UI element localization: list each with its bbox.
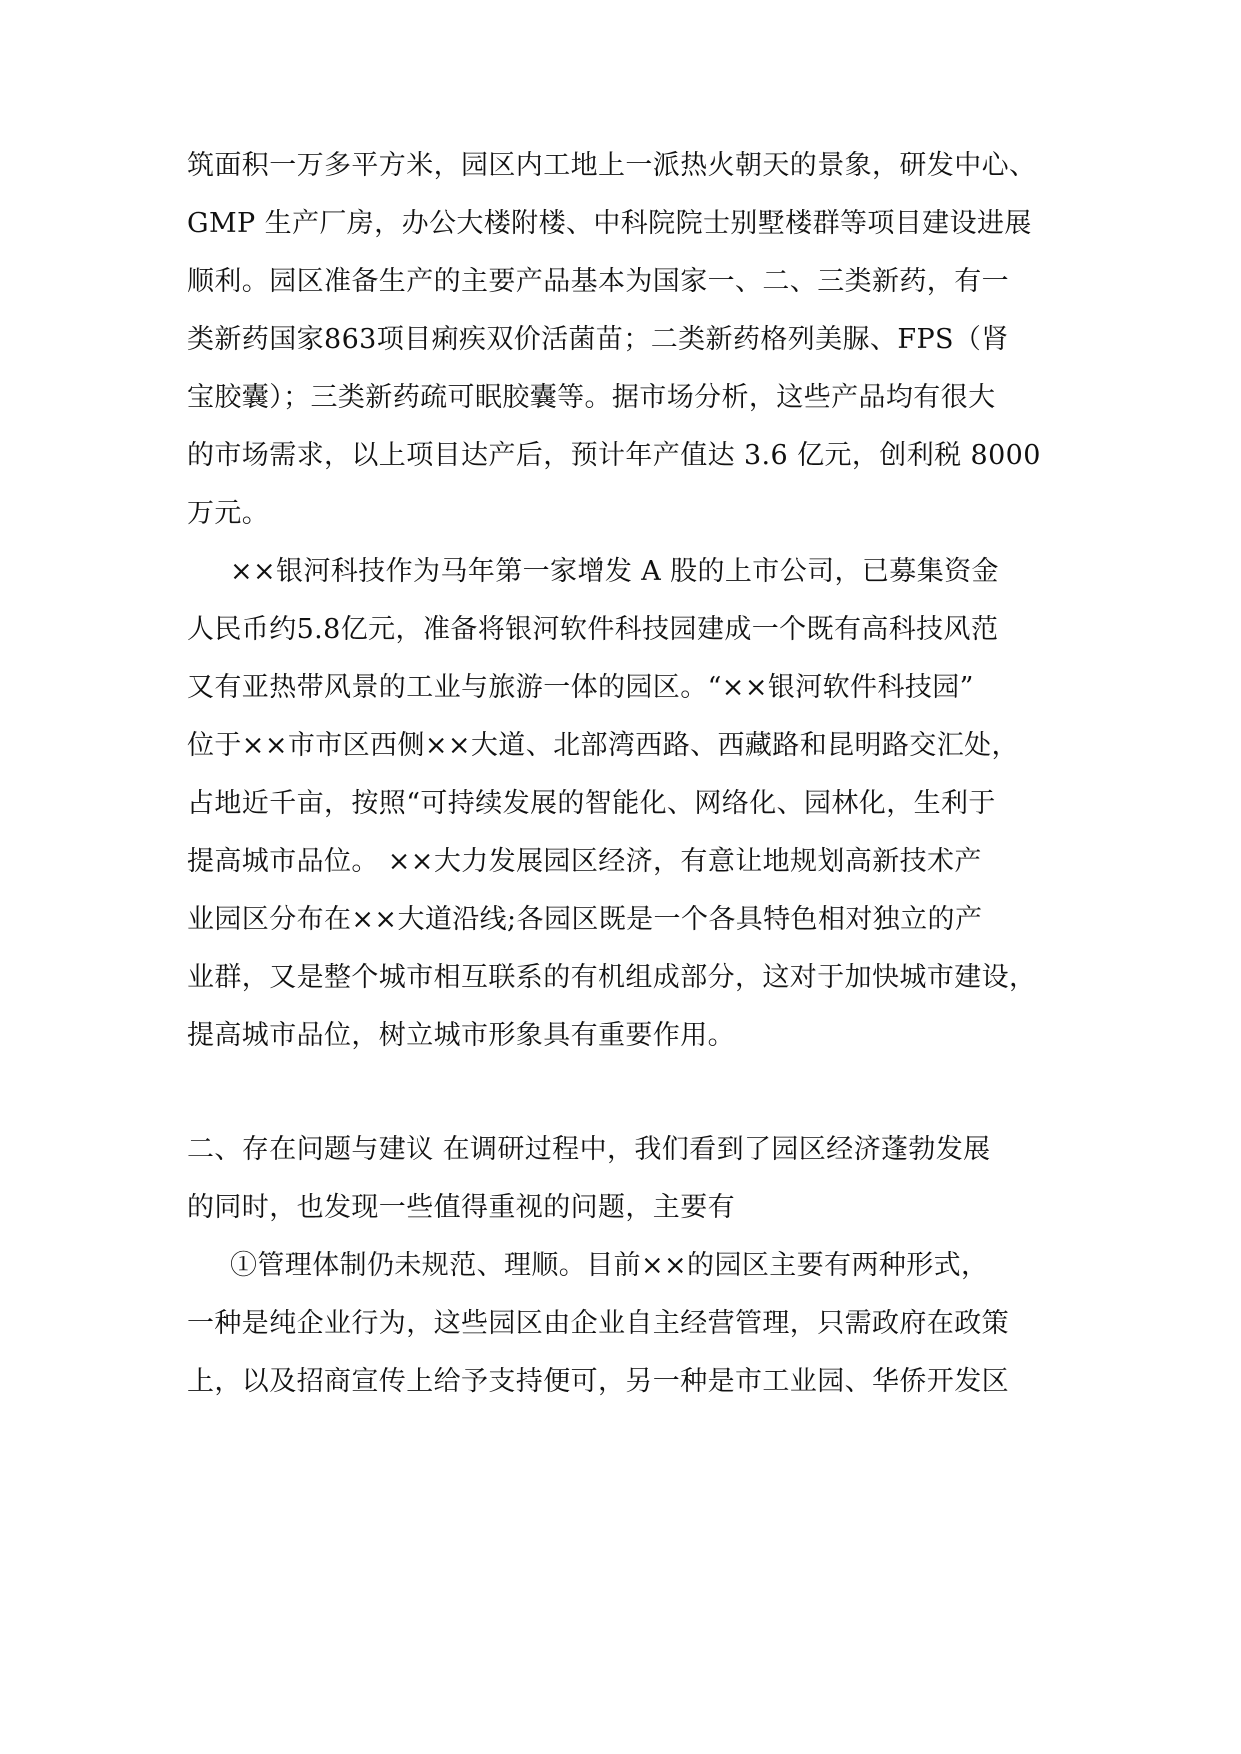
paragraph-2-line-3: 又有亚热带风景的工业与旅游一体的园区。“××银河软件科技园” xyxy=(187,672,974,703)
paragraph-1-line-1: 筑面积一万多平方米，园区内工地上一派热火朝天的景象，研发中心、 xyxy=(187,150,1037,181)
paragraph-2-line-5: 占地近千亩，按照“可持续发展的智能化、网络化、园林化，生利于 xyxy=(187,788,996,819)
paragraph-4-line-3: 上，以及招商宣传上给予支持便可，另一种是市工业园、华侨开发区 xyxy=(187,1366,1009,1397)
paragraph-2-line-1: ××银河科技作为马年第一家增发 A 股的上市公司，已募集资金 xyxy=(230,556,999,587)
paragraph-2-line-2: 人民币约5.8亿元，准备将银河软件科技园建成一个既有高科技风范 xyxy=(187,614,999,645)
paragraph-3-line-2: 的同时，也发现一些值得重视的问题，主要有 xyxy=(187,1192,735,1223)
paragraph-1-line-3: 顺利。园区准备生产的主要产品基本为国家一、二、三类新药，有一 xyxy=(187,266,1009,297)
paragraph-2-line-4: 位于××市市区西侧××大道、北部湾西路、西藏路和昆明路交汇处， xyxy=(187,730,1019,761)
paragraph-2-line-8: 业群，又是整个城市相互联系的有机组成部分，这对于加快城市建设， xyxy=(187,962,1037,993)
paragraph-1-line-6: 的市场需求，以上项目达产后，预计年产值达 3.6 亿元，创利税 8000 xyxy=(187,440,1041,471)
paragraph-1-line-2: GMP 生产厂房，办公大楼附楼、中科院院士别墅楼群等项目建设进展 xyxy=(187,208,1032,239)
paragraph-1-line-5: 宝胶囊）；三类新药疏可眠胶囊等。据市场分析，这些产品均有很大 xyxy=(187,382,996,413)
paragraph-4-line-2: 一种是纯企业行为，这些园区由企业自主经营管理，只需政府在政策 xyxy=(187,1308,1009,1339)
paragraph-3-line-1: 二、存在问题与建议 在调研过程中，我们看到了园区经济蓬勃发展 xyxy=(187,1134,991,1165)
paragraph-2-line-7: 业园区分布在××大道沿线;各园区既是一个各具特色相对独立的产 xyxy=(187,904,983,935)
paragraph-1-line-4: 类新药国家863项目痢疾双价活菌苗；二类新药格列美脲、FPS（肾 xyxy=(187,324,1009,355)
paragraph-4-line-1: ①管理体制仍未规范、理顺。目前××的园区主要有两种形式， xyxy=(230,1250,989,1281)
paragraph-2-line-9: 提高城市品位，树立城市形象具有重要作用。 xyxy=(187,1020,735,1051)
paragraph-2-line-6: 提高城市品位。 ××大力发展园区经济，有意让地规划高新技术产 xyxy=(187,846,982,877)
paragraph-1-line-7: 万元。 xyxy=(187,498,270,529)
